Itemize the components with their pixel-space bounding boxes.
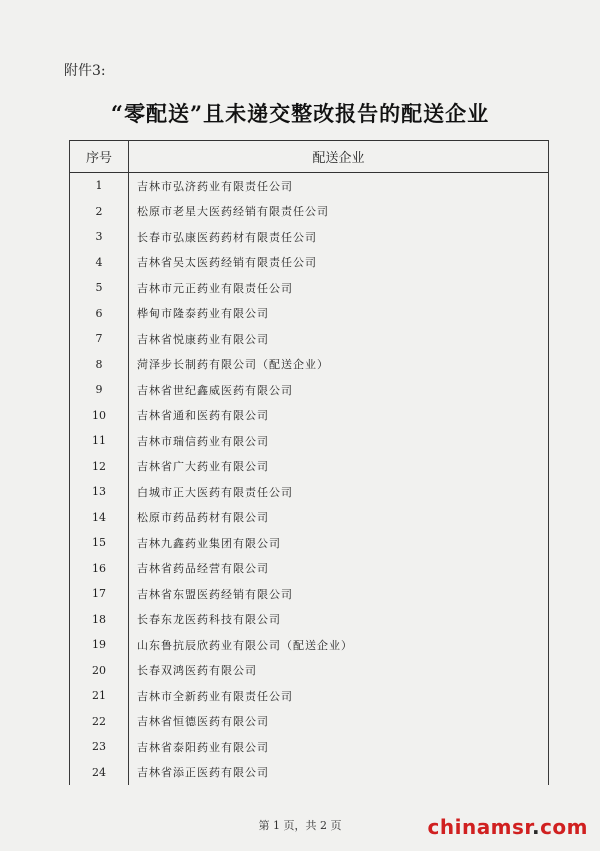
table-row bbox=[70, 658, 549, 684]
row-seq: 22 bbox=[70, 709, 129, 735]
table-row bbox=[70, 505, 549, 531]
row-company: 山东鲁抗辰欣药业有限公司（配送企业） bbox=[129, 632, 549, 658]
table-body bbox=[70, 173, 549, 786]
row-seq: 5 bbox=[70, 275, 129, 301]
table-row bbox=[70, 581, 549, 607]
watermark-text-main: chinamsr bbox=[427, 815, 532, 839]
row-company: 吉林九鑫药业集团有限公司 bbox=[129, 530, 549, 556]
table-row bbox=[70, 734, 549, 760]
row-seq: 13 bbox=[70, 479, 129, 505]
page-title: “零配送”且未递交整改报告的配送企业 bbox=[110, 101, 490, 126]
table-row bbox=[70, 683, 549, 709]
row-company: 松原市老星大医药经销有限责任公司 bbox=[129, 199, 549, 225]
table-row bbox=[70, 275, 549, 301]
table-row bbox=[70, 352, 549, 378]
attachment-label: 附件3: bbox=[64, 63, 106, 79]
row-company: 吉林市全新药业有限责任公司 bbox=[129, 683, 549, 709]
row-seq: 18 bbox=[70, 607, 129, 633]
table-row bbox=[70, 301, 549, 327]
row-company: 吉林市瑞信药业有限公司 bbox=[129, 428, 549, 454]
row-seq: 7 bbox=[70, 326, 129, 352]
page-footer: 第 1 页，共 2 页 bbox=[258, 819, 342, 832]
row-company: 菏泽步长制药有限公司（配送企业） bbox=[129, 352, 549, 378]
column-header-company: 配送企业 bbox=[129, 141, 549, 173]
watermark-text-suffix: com bbox=[540, 815, 588, 839]
row-seq: 3 bbox=[70, 224, 129, 250]
row-seq: 14 bbox=[70, 505, 129, 531]
row-company: 白城市正大医药有限责任公司 bbox=[129, 479, 549, 505]
row-company: 长春东龙医药科技有限公司 bbox=[129, 607, 549, 633]
watermark-dot: . bbox=[531, 815, 541, 839]
table-row bbox=[70, 530, 549, 556]
table-row bbox=[70, 199, 549, 225]
column-header-seq: 序号 bbox=[70, 141, 129, 173]
row-seq: 9 bbox=[70, 377, 129, 403]
row-seq: 23 bbox=[70, 734, 129, 760]
row-seq: 15 bbox=[70, 530, 129, 556]
row-company: 吉林省泰阳药业有限公司 bbox=[129, 734, 549, 760]
table-row bbox=[70, 479, 549, 505]
table-row bbox=[70, 326, 549, 352]
table-row bbox=[70, 760, 549, 786]
row-seq: 6 bbox=[70, 301, 129, 327]
row-company: 吉林省东盟医药经销有限公司 bbox=[129, 581, 549, 607]
row-seq: 10 bbox=[70, 403, 129, 429]
row-company: 吉林省悦康药业有限公司 bbox=[129, 326, 549, 352]
table-row bbox=[70, 403, 549, 429]
table-row bbox=[70, 632, 549, 658]
row-seq: 4 bbox=[70, 250, 129, 276]
table-header-row bbox=[70, 141, 549, 173]
row-seq: 24 bbox=[70, 760, 129, 786]
table-row bbox=[70, 709, 549, 735]
table-row bbox=[70, 224, 549, 250]
row-company: 吉林市弘济药业有限责任公司 bbox=[129, 173, 549, 199]
row-company: 吉林省添正医药有限公司 bbox=[129, 760, 549, 786]
row-seq: 11 bbox=[70, 428, 129, 454]
row-seq: 16 bbox=[70, 556, 129, 582]
row-company: 吉林省广大药业有限公司 bbox=[129, 454, 549, 480]
table-row bbox=[70, 428, 549, 454]
row-company: 吉林市元正药业有限责任公司 bbox=[129, 275, 549, 301]
row-company: 吉林省通和医药有限公司 bbox=[129, 403, 549, 429]
row-seq: 2 bbox=[70, 199, 129, 225]
row-company: 桦甸市隆泰药业有限公司 bbox=[129, 301, 549, 327]
table-row bbox=[70, 173, 549, 199]
company-table bbox=[69, 140, 549, 785]
row-seq: 12 bbox=[70, 454, 129, 480]
row-seq: 20 bbox=[70, 658, 129, 684]
row-company: 吉林省恒德医药有限公司 bbox=[129, 709, 549, 735]
row-seq: 1 bbox=[70, 173, 129, 199]
table-row bbox=[70, 250, 549, 276]
row-company: 松原市药品药材有限公司 bbox=[129, 505, 549, 531]
row-company: 吉林省世纪鑫威医药有限公司 bbox=[129, 377, 549, 403]
row-company: 吉林省吴太医药经销有限责任公司 bbox=[129, 250, 549, 276]
row-seq: 8 bbox=[70, 352, 129, 378]
row-seq: 17 bbox=[70, 581, 129, 607]
row-seq: 21 bbox=[70, 683, 129, 709]
table-row bbox=[70, 607, 549, 633]
row-company: 长春双鸿医药有限公司 bbox=[129, 658, 549, 684]
table-row bbox=[70, 556, 549, 582]
row-seq: 19 bbox=[70, 632, 129, 658]
table-row bbox=[70, 377, 549, 403]
watermark bbox=[428, 815, 589, 839]
row-company: 吉林省药品经营有限公司 bbox=[129, 556, 549, 582]
row-company: 长春市弘康医药药材有限责任公司 bbox=[129, 224, 549, 250]
table-row bbox=[70, 454, 549, 480]
